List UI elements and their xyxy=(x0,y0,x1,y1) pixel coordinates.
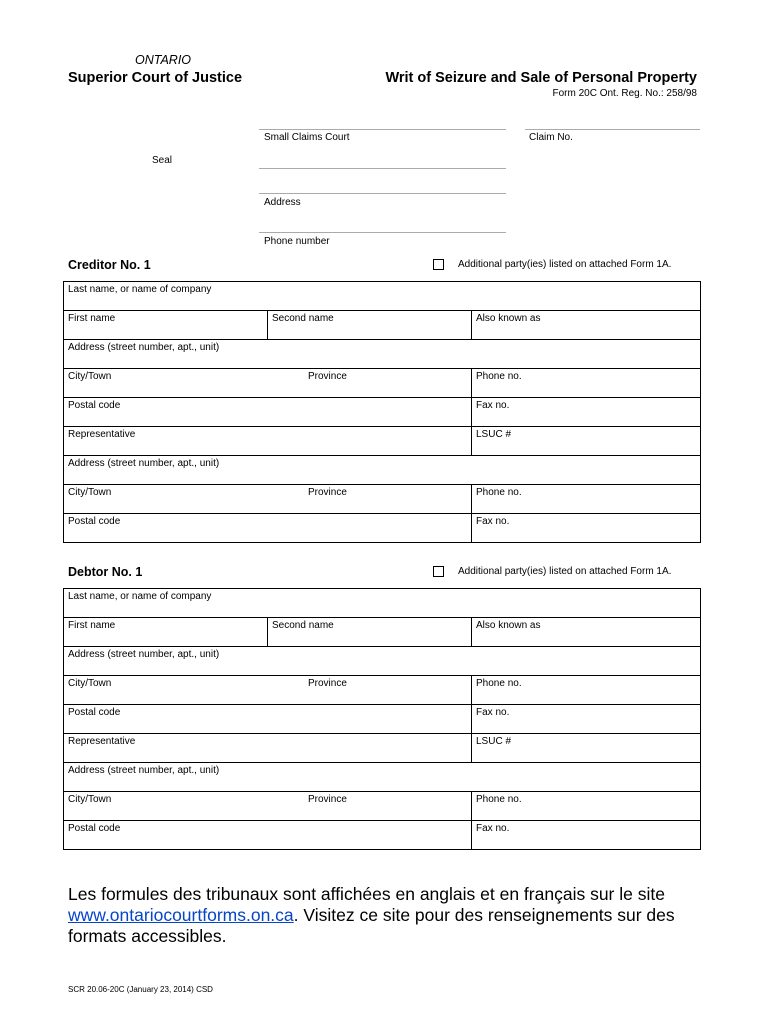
creditor-rep-phone-cell[interactable] xyxy=(472,485,701,514)
table-row xyxy=(64,647,701,676)
address-label: Address (street number, apt., unit) xyxy=(68,342,220,353)
form-footer-code: SCR 20.06-20C (January 23, 2014) CSD xyxy=(68,985,213,994)
creditor-additional-label: Additional party(ies) listed on attached Form 1A. xyxy=(458,259,672,270)
postal-code-label: Postal code xyxy=(68,707,121,718)
province-label: Province xyxy=(308,487,347,498)
debtor-last-name-cell[interactable] xyxy=(64,589,701,618)
debtor-table xyxy=(63,588,701,850)
first-name-label: First name xyxy=(68,313,116,324)
debtor-also-known-as-cell[interactable] xyxy=(472,618,701,647)
table-row xyxy=(64,427,701,456)
creditor-postal-code-cell[interactable] xyxy=(64,398,472,427)
postal-code-label: Postal code xyxy=(68,823,121,834)
debtor-rep-phone-cell[interactable] xyxy=(472,792,701,821)
table-row xyxy=(64,514,701,543)
debtor-rep-fax-cell[interactable] xyxy=(472,821,701,850)
city-label: City/Town xyxy=(68,487,112,498)
creditor-rep-postal-code-cell[interactable] xyxy=(64,514,472,543)
phone-number-label: Phone number xyxy=(264,236,330,247)
also-known-as-label: Also known as xyxy=(476,313,541,324)
phone-number-field[interactable] xyxy=(259,232,506,233)
debtor-address-cell[interactable] xyxy=(64,647,701,676)
creditor-additional-checkbox[interactable] xyxy=(433,259,444,270)
lsuc-label: LSUC # xyxy=(476,429,512,440)
address-label: Address (street number, apt., unit) xyxy=(68,458,220,469)
debtor-second-name-cell[interactable] xyxy=(268,618,472,647)
table-row xyxy=(64,705,701,734)
table-row xyxy=(64,792,701,821)
representative-label: Representative xyxy=(68,429,136,440)
address-label: Address (street number, apt., unit) xyxy=(68,765,220,776)
postal-code-label: Postal code xyxy=(68,400,121,411)
debtor-rep-postal-code-cell[interactable] xyxy=(64,821,472,850)
creditor-table xyxy=(63,281,701,543)
seal-label: Seal xyxy=(152,155,173,166)
city-label: City/Town xyxy=(68,371,112,382)
creditor-address-cell[interactable] xyxy=(64,340,701,369)
table-row xyxy=(64,369,701,398)
fax-label: Fax no. xyxy=(476,823,510,834)
province-label: Province xyxy=(308,371,347,382)
creditor-last-name-cell[interactable] xyxy=(64,282,701,311)
debtor-additional-label: Additional party(ies) listed on attached Form 1A. xyxy=(458,566,672,577)
notice-text-before: Les formules des tribunaux sont affichées en anglais et en français sur le site xyxy=(68,884,665,904)
court-field-line[interactable] xyxy=(259,168,506,169)
phone-label: Phone no. xyxy=(476,678,522,689)
jurisdiction-label: ONTARIO xyxy=(135,53,192,67)
creditor-city-cell[interactable] xyxy=(64,369,472,398)
debtor-city-cell[interactable] xyxy=(64,676,472,705)
debtor-phone-cell[interactable] xyxy=(472,676,701,705)
table-row xyxy=(64,734,701,763)
small-claims-court-label: Small Claims Court xyxy=(264,132,350,143)
fax-label: Fax no. xyxy=(476,707,510,718)
debtor-postal-code-cell[interactable] xyxy=(64,705,472,734)
also-known-as-label: Also known as xyxy=(476,620,541,631)
phone-label: Phone no. xyxy=(476,371,522,382)
debtor-rep-city-cell[interactable] xyxy=(64,792,472,821)
province-label: Province xyxy=(308,678,347,689)
second-name-label: Second name xyxy=(272,620,334,631)
representative-label: Representative xyxy=(68,736,136,747)
second-name-label: Second name xyxy=(272,313,334,324)
creditor-representative-cell[interactable] xyxy=(64,427,472,456)
address-field[interactable] xyxy=(259,193,506,194)
form-number: Form 20C Ont. Reg. No.: 258/98 xyxy=(552,88,697,99)
table-row xyxy=(64,456,701,485)
lsuc-label: LSUC # xyxy=(476,736,512,747)
creditor-first-name-cell[interactable] xyxy=(64,311,268,340)
creditor-rep-city-cell[interactable] xyxy=(64,485,472,514)
table-row xyxy=(64,311,701,340)
table-row xyxy=(64,282,701,311)
ontario-court-forms-link[interactable]: www.ontariocourtforms.on.ca xyxy=(68,905,294,925)
table-row xyxy=(64,340,701,369)
form-title: Writ of Seizure and Sale of Personal Property xyxy=(385,70,697,86)
debtor-additional-checkbox[interactable] xyxy=(433,566,444,577)
creditor-rep-address-cell[interactable] xyxy=(64,456,701,485)
address-label: Address xyxy=(264,197,301,208)
creditor-lsuc-cell[interactable] xyxy=(472,427,701,456)
debtor-title: Debtor No. 1 xyxy=(68,565,143,579)
table-row xyxy=(64,676,701,705)
table-row xyxy=(64,618,701,647)
language-notice xyxy=(68,884,708,947)
debtor-representative-cell[interactable] xyxy=(64,734,472,763)
phone-label: Phone no. xyxy=(476,487,522,498)
creditor-rep-fax-cell[interactable] xyxy=(472,514,701,543)
last-name-label: Last name, or name of company xyxy=(68,284,212,295)
debtor-fax-cell[interactable] xyxy=(472,705,701,734)
fax-label: Fax no. xyxy=(476,516,510,527)
city-label: City/Town xyxy=(68,794,112,805)
table-row xyxy=(64,589,701,618)
claim-no-field[interactable] xyxy=(525,129,700,130)
notice-text-after: . Visitez ce site pour des renseignements sur des formats accessibles. xyxy=(68,905,675,946)
claim-no-label: Claim No. xyxy=(529,132,573,143)
first-name-label: First name xyxy=(68,620,116,631)
address-label: Address (street number, apt., unit) xyxy=(68,649,220,660)
creditor-title: Creditor No. 1 xyxy=(68,258,151,272)
creditor-also-known-as-cell[interactable] xyxy=(472,311,701,340)
table-row xyxy=(64,763,701,792)
fax-label: Fax no. xyxy=(476,400,510,411)
table-row xyxy=(64,398,701,427)
debtor-first-name-cell[interactable] xyxy=(64,618,268,647)
postal-code-label: Postal code xyxy=(68,516,121,527)
court-name: Superior Court of Justice xyxy=(68,70,243,86)
creditor-second-name-cell[interactable] xyxy=(268,311,472,340)
city-label: City/Town xyxy=(68,678,112,689)
debtor-rep-address-cell[interactable] xyxy=(64,763,701,792)
province-label: Province xyxy=(308,794,347,805)
table-row xyxy=(64,821,701,850)
creditor-phone-cell[interactable] xyxy=(472,369,701,398)
small-claims-court-field[interactable] xyxy=(259,129,506,130)
creditor-fax-cell[interactable] xyxy=(472,398,701,427)
debtor-lsuc-cell[interactable] xyxy=(472,734,701,763)
phone-label: Phone no. xyxy=(476,794,522,805)
last-name-label: Last name, or name of company xyxy=(68,591,212,602)
table-row xyxy=(64,485,701,514)
